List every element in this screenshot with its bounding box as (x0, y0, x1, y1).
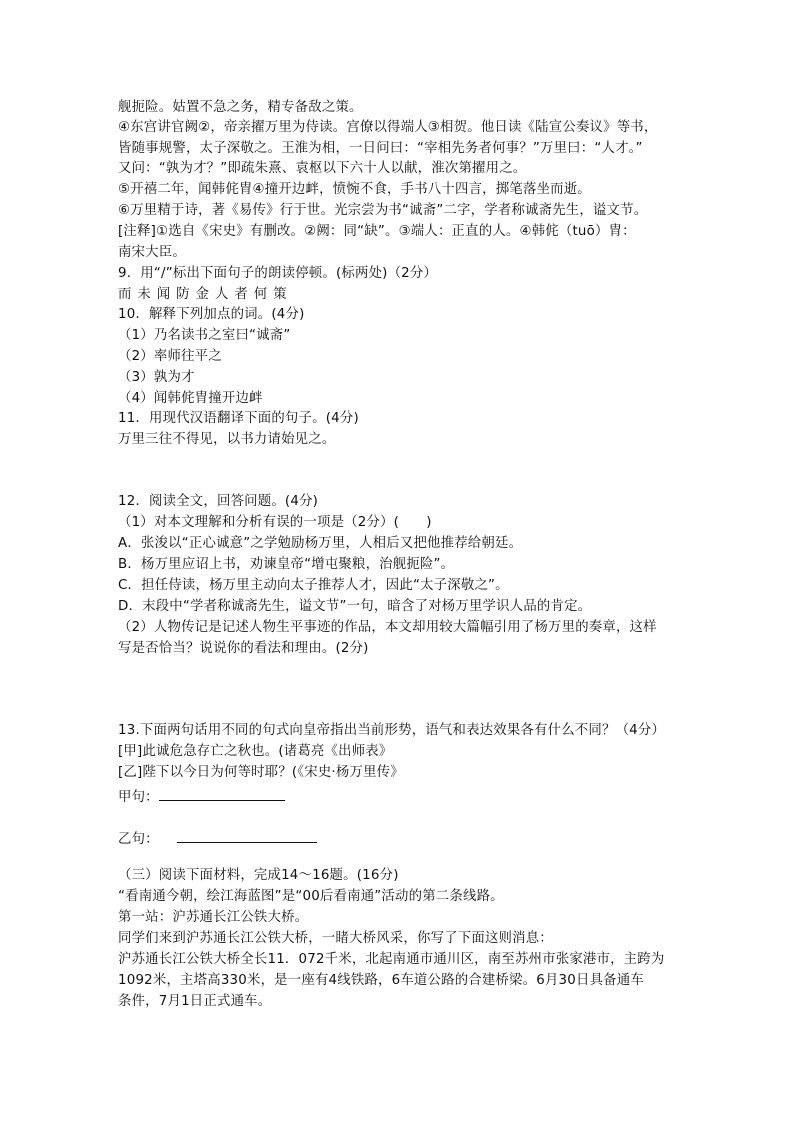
answer-label-yi: 乙句： (118, 832, 159, 847)
annotation-line-2: 南宋大臣。 (118, 245, 186, 260)
section-3-lead: 同学们来到沪苏通长江公铁大桥，一睹大桥风采，你写了下面这则消息： (118, 931, 553, 946)
passage-line-1: 舰扼险。姑置不急之务，精专备敌之策。 (118, 100, 363, 115)
section-3-heading: （三）阅读下面材料，完成14～16题。(16分) (118, 868, 399, 883)
question-13-jia-sentence: [甲]此诚危急存亡之秋也。(诸葛亮《出师表》 (118, 744, 393, 759)
annotation-line-1: [注释]①选自《宋史》有删改。②阙：同“缺”。③端人：正直的人。④韩侂（tuō）胄： (118, 224, 636, 239)
answer-blank-yi[interactable] (177, 827, 317, 843)
section-3-stop-1: 第一站：沪苏通长江公铁大桥。 (118, 910, 309, 925)
question-9-prompt: 9．用“/”标出下面句子的朗读停顿。(标两处)（2分） (118, 266, 438, 281)
question-9-sentence: 而未闻防金人者何策 (118, 287, 293, 302)
answer-label-jia: 甲句： (118, 790, 159, 805)
section-3-intro: “看南通今朝，绘江海蓝图”是“00后看南通”活动的第二条线路。 (118, 889, 504, 904)
question-12-prompt: 12．阅读全文，回答问题。(4分) (118, 494, 319, 509)
question-13-yi-sentence: [乙]陛下以今日为何等时耶？(《宋史·杨万里传》 (118, 765, 404, 780)
passage-line-6: ⑥万里精于诗，著《易传》行于世。光宗尝为书“诚斋”二字，学者称诚斋先生，谥文节。 (118, 203, 648, 218)
passage-line-4: 又问：“孰为才？”即疏朱熹、袁枢以下六十人以献，淮次第擢用之。 (118, 161, 527, 176)
question-11-sentence: 万里三往不得见，以书力请始见之。 (118, 432, 336, 447)
question-12-option-b: B．杨万里应诏上书，劝谏皇帝“增屯聚粮，治舰扼险”。 (118, 557, 455, 572)
question-11-prompt: 11．用现代汉语翻译下面的句子。(4分) (118, 411, 359, 426)
question-10-item-1: （1）乃名读书之室曰“诚斋” (118, 328, 291, 343)
question-12-sub-2-line-2: 写是否恰当？说说你的看法和理由。(2分) (118, 641, 369, 656)
question-12-sub-2-line-1: （2）人物传记是记述人物生平事迹的作品，本文却用较大篇幅引用了杨万里的奏章，这样 (118, 620, 657, 635)
question-12-sub-1: （1）对本文理解和分析有误的一项是（2分）( ) (118, 515, 432, 530)
question-10-prompt: 10．解释下列加点的词。(4分) (118, 307, 305, 322)
answer-blank-jia[interactable] (159, 785, 285, 801)
question-12-option-d: D．末段中“学者称诚斋先生，谥文节”一句，暗含了对杨万里学识人品的肯定。 (118, 599, 592, 614)
news-line-3: 条件，7月1日正式通车。 (118, 994, 272, 1009)
answer-line-yi (118, 827, 317, 850)
question-13-prompt: 13.下面两句话用不同的句式向皇帝指出当前形势，语气和表达效果各有什么不同？（4分） (118, 723, 666, 738)
passage-line-3: 皆随事规警，太子深敬之。王淮为相，一日问曰：“宰相先务者何事？”万里曰：“人才。” (118, 141, 643, 156)
passage-line-5: ⑤开禧二年，闻韩侂胄④撞开边衅，愤惋不食，手书八十四言，掷笔落坐而逝。 (118, 182, 591, 197)
question-10-item-2: （2）率师往平之 (118, 349, 222, 364)
question-10-item-3: （3）孰为才 (118, 370, 195, 385)
question-10-item-4: （4）闻韩侂胄撞开边衅 (118, 391, 263, 406)
news-line-1: 沪苏通长江公铁大桥全长11．072千米，北起南通市通川区，南至苏州市张家港市，主跨为 (118, 952, 665, 967)
news-line-2: 1092米，主塔高330米，是一座有4线铁路，6车道公路的合建桥梁。6月30日具备通车 (118, 973, 644, 988)
question-12-option-c: C．担任侍读，杨万里主动向太子推荐人才，因此“太子深敬之”。 (118, 578, 509, 593)
answer-line-jia (118, 785, 285, 808)
question-12-option-a: A．张浚以“正心诚意”之学勉励杨万里，人相后又把他推荐给朝廷。 (118, 536, 523, 551)
passage-line-2: ④东宫讲官阙②，帝亲擢万里为侍读。宫僚以得端人③相贺。他日读《陆宣公奏议》等书， (118, 120, 658, 135)
